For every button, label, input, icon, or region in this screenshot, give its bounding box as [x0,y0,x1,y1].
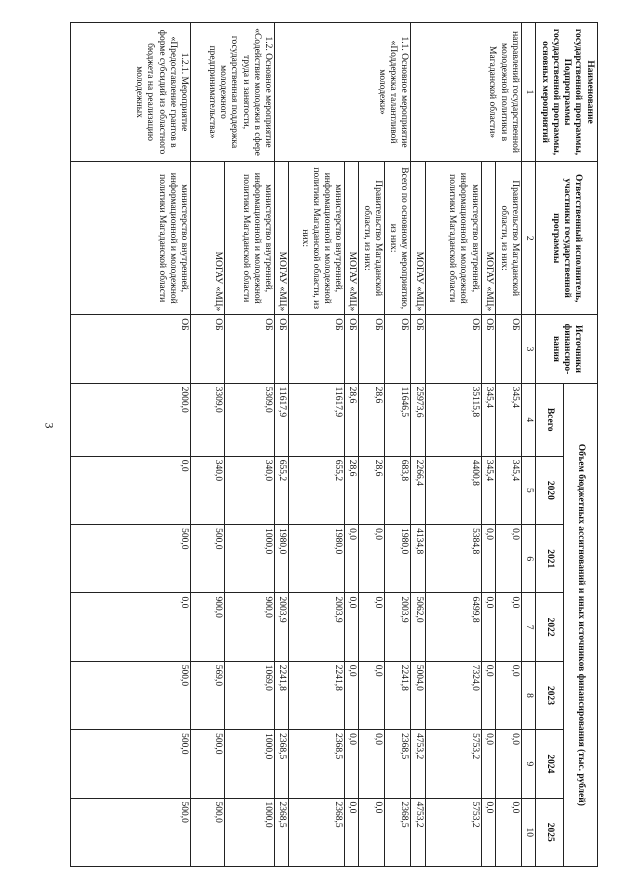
value-2024: 2368,5 [385,730,411,798]
value-2022: 2003,9 [274,593,288,661]
header-year: 2022 [536,593,564,661]
value-2020: 655,2 [289,456,345,524]
header-year: 2023 [536,661,564,729]
executor: министерство внутренней, информационной и молодежной политики Магаданской области [425,162,481,315]
value-2020: 4400,8 [425,456,481,524]
value-2023: 7324,0 [425,661,481,729]
source: ОБ [385,315,411,383]
value-2021: 0,0 [495,525,521,593]
value-2021: 0,0 [481,525,495,593]
value-2020: 345,4 [481,456,495,524]
source: ОБ [190,315,224,383]
value-2023: 1069,0 [224,661,274,729]
column-number: 4 [521,383,535,456]
header-year: 2025 [536,798,564,866]
value-2021: 1980,0 [385,525,411,593]
value-2020: 28,6 [345,456,359,524]
value-2020: 2266,4 [411,456,425,524]
value-2021: 1980,0 [274,525,288,593]
value-2024: 0,0 [345,730,359,798]
value-2022: 0,0 [71,593,191,661]
source: ОБ [411,315,425,383]
table-row [224,23,274,867]
value-2021: 500,0 [71,525,191,593]
value-2022: 900,0 [224,593,274,661]
column-number: 6 [521,525,535,593]
value-2025: 2368,5 [289,798,345,866]
value-2022: 5062,0 [411,593,425,661]
value-2022: 2003,9 [289,593,345,661]
value-2020: 655,2 [274,456,288,524]
header-executor: Ответственный исполнитель, участники государственной программы [536,162,598,315]
value-2023: 0,0 [481,661,495,729]
value-2024: 5753,2 [425,730,481,798]
source: ОБ [224,315,274,383]
column-number: 5 [521,456,535,524]
table-row [495,23,521,867]
value-2020: 0,0 [71,456,191,524]
value-2023: 569,0 [190,661,224,729]
column-number: 1 [521,23,535,162]
value-total: 28,6 [359,383,385,456]
measure-name: 1.2. Основное мероприятие «Содействие молодежи в сфере труда и занятости, государственная поддержка молодежного предпринимательства» [190,23,274,162]
table-row [385,23,411,867]
value-2025: 0,0 [359,798,385,866]
value-2025: 0,0 [481,798,495,866]
value-2020: 345,4 [495,456,521,524]
header-source: Источники финансиро-вания [536,315,598,383]
value-2024: 2368,5 [274,730,288,798]
executor: Правительство Магаданской области, из них: [359,162,385,315]
value-2025: 5753,2 [425,798,481,866]
source: ОБ [425,315,481,383]
value-2022: 2003,9 [385,593,411,661]
value-total: 11617,9 [274,383,288,456]
column-number: 8 [521,661,535,729]
value-2025: 500,0 [190,798,224,866]
value-2023: 2241,8 [274,661,288,729]
value-2021: 5384,8 [425,525,481,593]
value-2021: 4134,8 [411,525,425,593]
value-total: 2000,0 [71,383,191,456]
value-total: 345,4 [495,383,521,456]
header-year: 2020 [536,456,564,524]
value-2021: 0,0 [345,525,359,593]
column-number: 9 [521,730,535,798]
value-2022: 6499,8 [425,593,481,661]
program-name: направлений государственной молодежной политики в Магаданской области» [411,23,521,162]
value-2024: 4753,2 [411,730,425,798]
column-number: 7 [521,593,535,661]
source: ОБ [495,315,521,383]
value-total: 11646,5 [385,383,411,456]
executor: Правительство Магаданской области, из них: [495,162,521,315]
value-2025: 2368,5 [274,798,288,866]
value-2025: 2368,5 [385,798,411,866]
value-2024: 1000,0 [224,730,274,798]
value-total: 345,4 [481,383,495,456]
value-2025: 4753,2 [411,798,425,866]
executor: МОГАУ «МЦ» [411,162,425,315]
measure-name: 1.1. Основное мероприятие «Поддержка талантливой молодежи» [274,23,410,162]
value-2022: 0,0 [481,593,495,661]
value-2022: 900,0 [190,593,224,661]
value-2025: 0,0 [345,798,359,866]
executor: МОГАУ «МЦ» [274,162,288,315]
value-2021: 0,0 [359,525,385,593]
value-2024: 2368,5 [289,730,345,798]
header-year: 2021 [536,525,564,593]
header-volume: Объем бюджетных ассигнований и иных источников финансирования (тыс. рублей) [564,383,598,866]
value-total: 35115,8 [425,383,481,456]
header-year: 2024 [536,730,564,798]
value-2025: 0,0 [495,798,521,866]
value-2022: 0,0 [495,593,521,661]
value-2020: 340,0 [224,456,274,524]
column-number: 10 [521,798,535,866]
value-2024: 0,0 [495,730,521,798]
value-2021: 1000,0 [224,525,274,593]
executor: министерство внутренней, информационной и молодежной политики Магаданской области [224,162,274,315]
column-number: 3 [521,315,535,383]
value-2020: 340,0 [190,456,224,524]
source: ОБ [481,315,495,383]
executor: МОГАУ «МЦ» [190,162,224,315]
executor: МОГАУ «МЦ» [481,162,495,315]
value-2023: 2241,8 [289,661,345,729]
value-2022: 0,0 [345,593,359,661]
value-2023: 5004,0 [411,661,425,729]
value-2022: 0,0 [359,593,385,661]
value-total: 28,6 [345,383,359,456]
budget-table [70,22,598,867]
executor: министерство внутренней, информационной и молодежной политики Магаданской области [71,162,191,315]
measure-name: 1.2.1. Мероприятие «Предоставление грантов в форме субсидий из областного бюджета на реализацию молодежных [71,23,191,162]
value-total: 25973,6 [411,383,425,456]
value-2024: 500,0 [71,730,191,798]
page-number: 3 [42,422,57,429]
header-total: Всего [536,383,564,456]
column-number: 2 [521,162,535,315]
value-2020: 28,6 [359,456,385,524]
value-2023: 0,0 [345,661,359,729]
value-2021: 1980,0 [289,525,345,593]
value-2023: 0,0 [495,661,521,729]
value-2021: 500,0 [190,525,224,593]
value-2024: 0,0 [481,730,495,798]
value-2023: 0,0 [359,661,385,729]
value-2024: 500,0 [190,730,224,798]
value-2020: 683,8 [385,456,411,524]
rotated-page [70,22,598,867]
source: ОБ [289,315,345,383]
value-total: 11617,9 [289,383,345,456]
value-total: 5309,0 [224,383,274,456]
value-2025: 1000,0 [224,798,274,866]
value-2025: 500,0 [71,798,191,866]
source: ОБ [274,315,288,383]
source: ОБ [71,315,191,383]
header-name: Наименование государственной программы, Подпрограммы государственной программы, основных мероприятий [536,23,598,162]
table-row [71,23,191,867]
value-2024: 0,0 [359,730,385,798]
value-total: 3309,0 [190,383,224,456]
source: ОБ [345,315,359,383]
executor: Всего по основному мероприятию, из них: [385,162,411,315]
value-2023: 500,0 [71,661,191,729]
executor: министерство внутренней, информационной и молодежной политики Магаданской области, из них: [289,162,345,315]
source: ОБ [359,315,385,383]
value-2023: 2241,8 [385,661,411,729]
executor: МОГАУ «МЦ» [345,162,359,315]
